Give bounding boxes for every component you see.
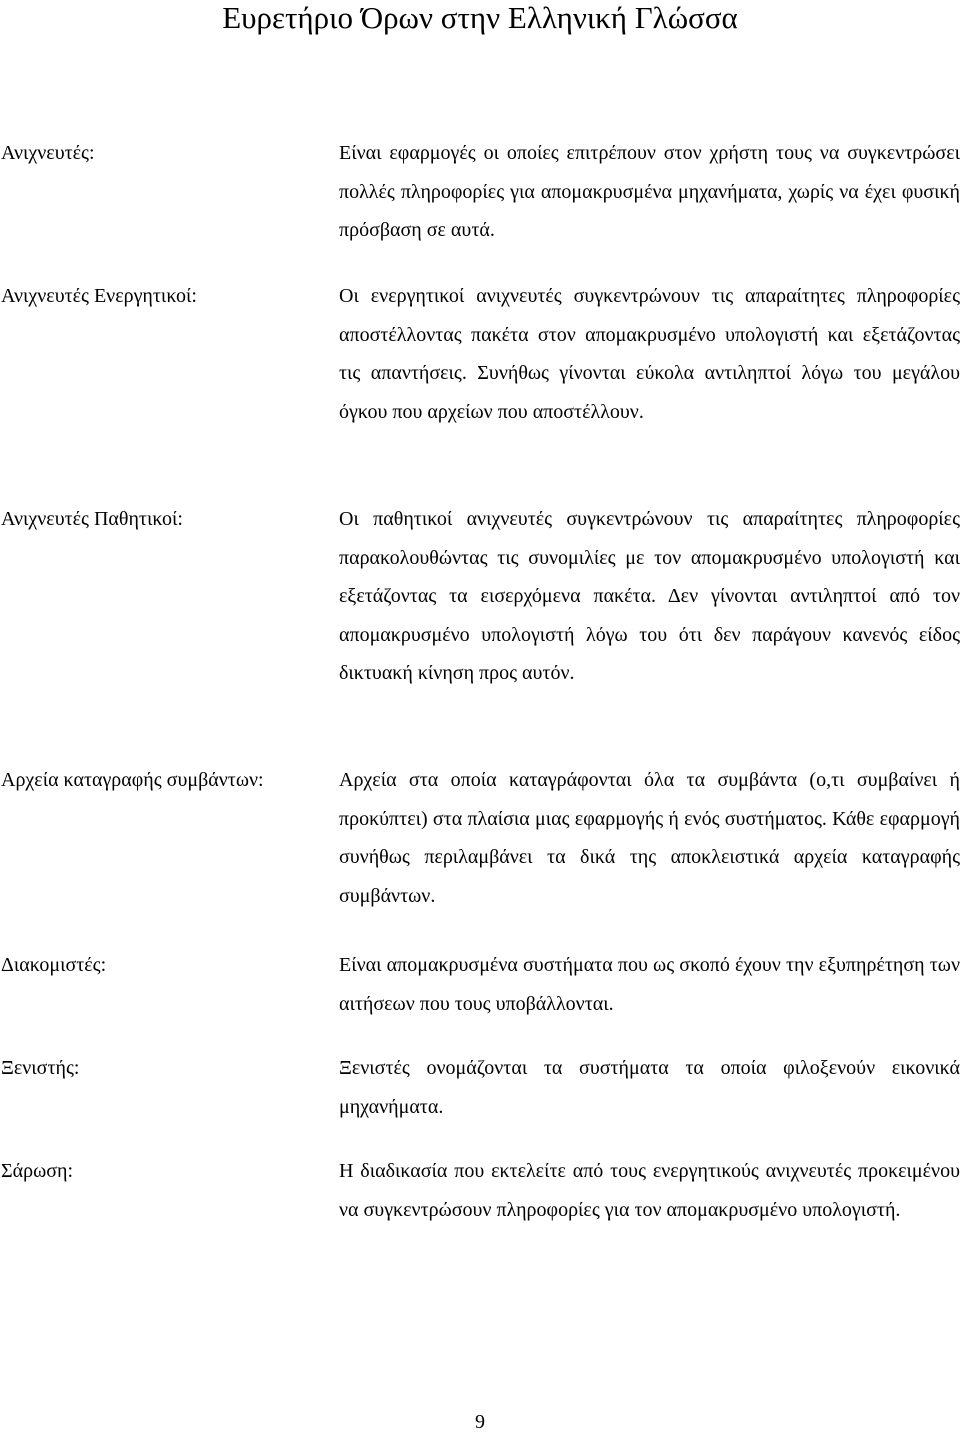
glossary-term: Ανιχνευτές Παθητικοί: (1, 508, 183, 530)
page-number: 9 (475, 1411, 485, 1433)
glossary-definition: Αρχεία στα οποία καταγράφονται όλα τα συμβάντα (ο,τι συμβαίνει ή προκύπτει) στα πλαίσια μιας εφαρμογής ή ενός συστήματος. Κάθε εφαρμογή συνήθως περιλαμβάνει τα δικά της αποκλειστικά αρχεία καταγραφής συμβάντων. (339, 769, 960, 907)
glossary-term: Αρχεία καταγραφής συμβάντων: (1, 769, 264, 791)
glossary-term: Σάρωση: (1, 1160, 74, 1182)
glossary-definition: Η διαδικασία που εκτελείτε από τους ενεργητικούς ανιχνευτές προκειμένου να συγκεντρώσουν πληροφορίες για τον απομακρυσμένο υπολογιστή. (339, 1160, 960, 1221)
glossary-definition: Οι ενεργητικοί ανιχνευτές συγκεντρώνουν τις απαραίτητες πληροφορίες αποστέλλοντας πακέτα στον απομακρυσμένο υπολογιστή και εξετάζοντας τις απαντήσεις. Συνήθως γίνονται εύκολα αντιληπτοί λόγω του μεγάλου όγκου που αρχείων που αποστέλλουν. (339, 285, 960, 423)
glossary-definition: Είναι απομακρυσμένα συστήματα που ως σκοπό έχουν την εξυπηρέτηση των αιτήσεων που τους υποβάλλονται. (339, 954, 960, 1015)
glossary-definition: Είναι εφαρμογές οι οποίες επιτρέπουν στον χρήστη τους να συγκεντρώσει πολλές πληροφορίες για απομακρυσμένα μηχανήματα, χωρίς να έχει φυσική πρόσβαση σε αυτά. (339, 142, 960, 241)
glossary-term: Ανιχνευτές Ενεργητικοί: (1, 285, 197, 307)
glossary-term: Ξενιστής: (1, 1057, 80, 1079)
glossary-definition: Ξενιστές ονομάζονται τα συστήματα τα οποία φιλοξενούν εικονικά μηχανήματα. (339, 1057, 960, 1118)
page-title: Ευρετήριο Όρων στην Ελληνική Γλώσσα (222, 0, 738, 35)
glossary-definition: Οι παθητικοί ανιχνευτές συγκεντρώνουν τις απαραίτητες πληροφορίες παρακολουθώντας τις συνομιλίες με τον απομακρυσμένο υπολογιστή και εξετάζοντας τα εισερχόμενα πακέτα. Δεν γίνονται αντιληπτοί από τον απομακρυσμένο υπολογιστή λόγω του ότι δεν παράγουν κανενός είδος δικτυακή κίνηση προς αυτόν. (339, 508, 960, 684)
glossary-term: Διακομιστές: (1, 954, 107, 976)
glossary-term: Ανιχνευτές: (1, 142, 95, 164)
